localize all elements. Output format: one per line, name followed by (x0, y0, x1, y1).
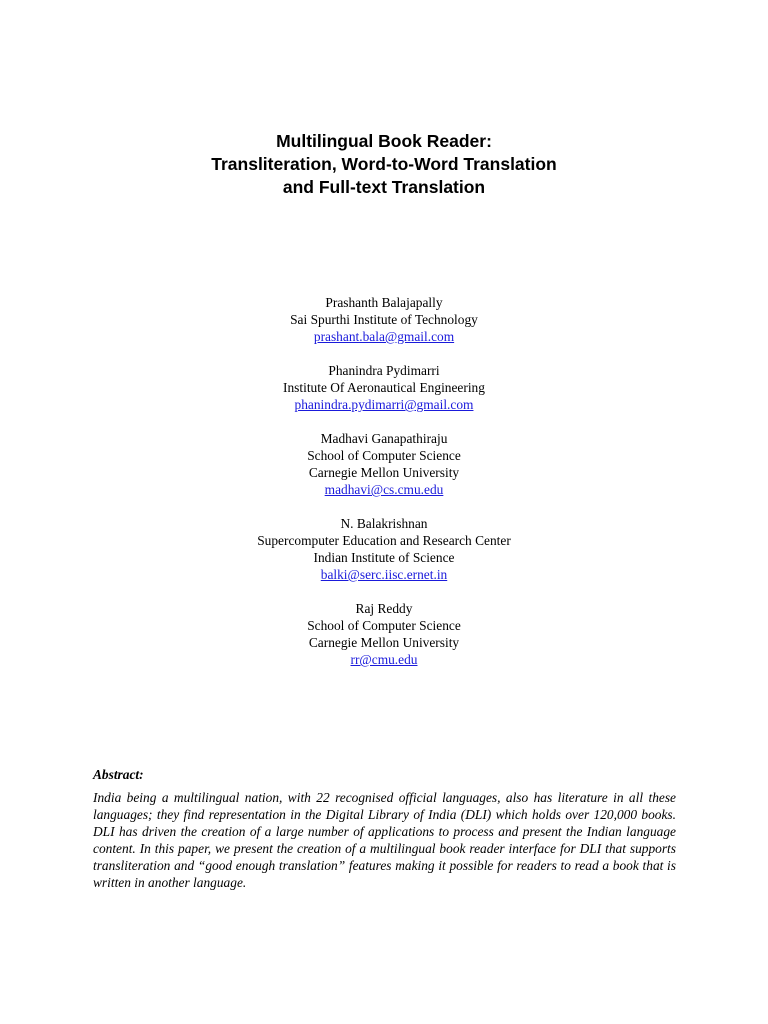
paper-title (0, 130, 768, 199)
author-name: Prashanth Balajapally (325, 295, 443, 310)
author-affiliation: Institute Of Aeronautical Engineering (283, 380, 485, 395)
author-name: N. Balakrishnan (340, 516, 428, 531)
abstract-section (93, 766, 676, 891)
author-email-link[interactable]: rr@cmu.edu (350, 652, 418, 667)
author-name: Raj Reddy (355, 601, 413, 616)
author-block (0, 515, 768, 583)
abstract-heading: Abstract: (93, 767, 144, 782)
author-email-link[interactable]: balki@serc.iisc.ernet.in (320, 567, 448, 582)
author-block (0, 294, 768, 345)
author-affiliation: Carnegie Mellon University (308, 635, 460, 650)
author-affiliation: School of Computer Science (307, 448, 461, 463)
author-name: Madhavi Ganapathiraju (320, 431, 448, 446)
author-email-link[interactable]: madhavi@cs.cmu.edu (324, 482, 444, 497)
title-line: and Full-text Translation (282, 177, 486, 197)
author-list (0, 294, 768, 685)
author-email-link[interactable]: phanindra.pydimarri@gmail.com (294, 397, 474, 412)
abstract-body: India being a multilingual nation, with 22 recognised official languages, also has literature in all these languages; they find representation in the Digital Library of India (DLI) which holds over 120,000 books. DLI has driven the creation of a large number of applications to process and present the Indian language content. In this paper, we present the creation of a multilingual book reader interface for DLI that supports transliteration and “good enough translation” features making it possible for readers to read a book that is written in another language. (93, 790, 676, 890)
author-affiliation: Carnegie Mellon University (308, 465, 460, 480)
author-block (0, 430, 768, 498)
author-affiliation: Sai Spurthi Institute of Technology (290, 312, 478, 327)
author-block (0, 600, 768, 668)
title-line: Multilingual Book Reader: (276, 131, 492, 151)
author-affiliation: School of Computer Science (307, 618, 461, 633)
author-name: Phanindra Pydimarri (328, 363, 440, 378)
author-affiliation: Supercomputer Education and Research Center (257, 533, 511, 548)
author-block (0, 362, 768, 413)
author-affiliation: Indian Institute of Science (313, 550, 455, 565)
author-email-link[interactable]: prashant.bala@gmail.com (313, 329, 455, 344)
title-line: Transliteration, Word-to-Word Translation (211, 154, 557, 174)
